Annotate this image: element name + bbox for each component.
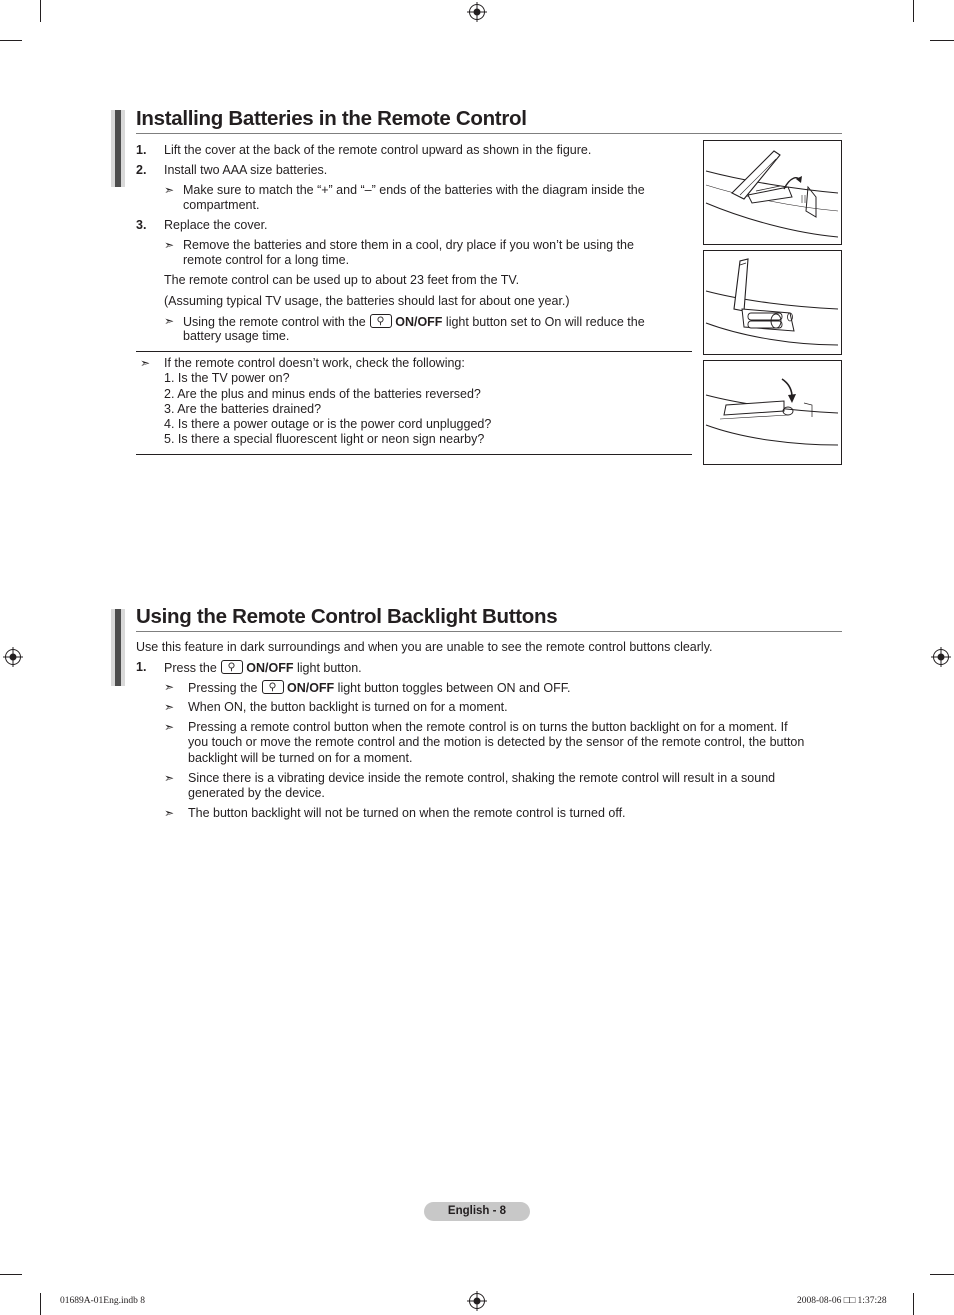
crop-mark	[40, 0, 41, 22]
note-arrow-icon: ➣	[164, 771, 175, 785]
check-item: 1. Is the TV power on?	[164, 371, 290, 385]
remote-open-cover-illustration	[704, 141, 840, 243]
key-label: ON/OFF	[286, 681, 335, 695]
check-item: 4. Is there a power outage or is the power cord unplugged?	[164, 417, 492, 431]
registration-mark-icon	[467, 2, 487, 22]
note-text: compartment.	[183, 198, 260, 212]
crop-mark	[913, 1293, 914, 1315]
figure-insert-batteries	[703, 250, 842, 355]
step-text: Lift the cover at the back of the remote control upward as shown in the figure.	[164, 143, 592, 157]
registration-mark-icon	[467, 1291, 487, 1311]
crop-mark	[0, 1274, 22, 1275]
remote-batteries-illustration	[704, 251, 840, 353]
paragraph-range: The remote control can be used up to about 23 feet from the TV.	[164, 273, 520, 287]
note-text: Make sure to match the “+” and “–” ends of the batteries with the diagram inside the	[183, 183, 645, 197]
step-number: 1.	[136, 660, 147, 674]
note-text: backlight will be turned on for a moment.	[188, 751, 413, 765]
note-text-part: light button toggles between ON and OFF.	[337, 681, 571, 695]
note-text: Remove the batteries and store them in a cool, dry place if you won’t be using the	[183, 238, 634, 252]
step-number: 2.	[136, 163, 147, 177]
key-label: ON/OFF	[246, 661, 294, 675]
section-title-rule	[136, 631, 842, 632]
note-text: The button backlight will not be turned on when the remote control is turned off.	[188, 806, 626, 820]
section-title-rule	[136, 133, 842, 134]
light-key-icon	[262, 680, 284, 694]
note-text: generated by the device.	[188, 786, 325, 800]
key-label: ON/OFF	[395, 315, 443, 329]
footer-datetime: 2008-08-06 □□ 1:37:28	[797, 1296, 887, 1306]
step-text	[164, 660, 362, 676]
note-arrow-icon: ➣	[164, 238, 175, 252]
footer-filename: 01689A-01Eng.indb 8	[60, 1296, 145, 1306]
note-arrow-icon: ➣	[164, 183, 175, 197]
section-marker-bar	[111, 609, 125, 686]
step-text-part: light button.	[297, 661, 362, 675]
registration-mark-icon	[931, 647, 951, 667]
note-arrow-icon: ➣	[164, 806, 175, 820]
crop-mark	[0, 40, 22, 41]
note-arrow-icon: ➣	[164, 720, 175, 734]
step-text: Install two AAA size batteries.	[164, 163, 328, 177]
crop-mark	[930, 1274, 954, 1275]
light-key-icon	[221, 660, 243, 674]
note-text: battery usage time.	[183, 329, 290, 343]
divider	[136, 351, 692, 352]
note-text	[183, 314, 645, 330]
check-item: 3. Are the batteries drained?	[164, 402, 322, 416]
section-title-backlight: Using the Remote Control Backlight Buttons	[136, 605, 558, 628]
note-arrow-icon: ➣	[164, 680, 175, 694]
step-text: Replace the cover.	[164, 218, 268, 232]
note-text: When ON, the button backlight is turned on for a moment.	[188, 700, 508, 714]
registration-mark-icon	[3, 647, 23, 667]
crop-mark	[913, 0, 914, 22]
paragraph-battery-life: (Assuming typical TV usage, the batteries should last for about one year.)	[164, 294, 570, 308]
note-text-part: Pressing the	[188, 681, 258, 695]
section-title-batteries: Installing Batteries in the Remote Control	[136, 107, 527, 130]
note-text-part: light button set to On will reduce the	[445, 315, 645, 329]
check-item: 5. Is there a special fluorescent light or neon sign nearby?	[164, 432, 485, 446]
note-arrow-icon: ➣	[140, 356, 151, 370]
section-marker-bar	[111, 110, 125, 187]
note-text-part: Using the remote control with the	[183, 315, 366, 329]
step-number: 1.	[136, 143, 147, 157]
note-text	[188, 680, 570, 696]
step-number: 3.	[136, 218, 147, 232]
crop-mark	[930, 40, 954, 41]
step-text-part: Press the	[164, 661, 217, 675]
note-text: remote control for a long time.	[183, 253, 350, 267]
section-intro: Use this feature in dark surroundings and when you are unable to see the remote control buttons clearly.	[136, 640, 713, 654]
figure-replace-cover	[703, 360, 842, 465]
check-item: 2. Are the plus and minus ends of the batteries reversed?	[164, 387, 481, 401]
crop-mark	[40, 1293, 41, 1315]
note-text: Pressing a remote control button when the remote control is on turns the button backlight on for a moment. If	[188, 720, 788, 734]
note-arrow-icon: ➣	[164, 700, 175, 714]
page-number-badge: English - 8	[424, 1202, 530, 1221]
note-arrow-icon: ➣	[164, 314, 175, 328]
check-intro: If the remote control doesn’t work, check the following:	[164, 356, 465, 370]
note-text: Since there is a vibrating device inside the remote control, shaking the remote control will result in a sound	[188, 771, 776, 785]
divider	[136, 454, 692, 455]
light-key-icon	[370, 314, 392, 328]
remote-replace-cover-illustration	[704, 361, 840, 463]
figure-open-cover	[703, 140, 842, 245]
note-text: you touch or move the remote control and the motion is detected by the sensor of the remote control, the button	[188, 735, 805, 749]
